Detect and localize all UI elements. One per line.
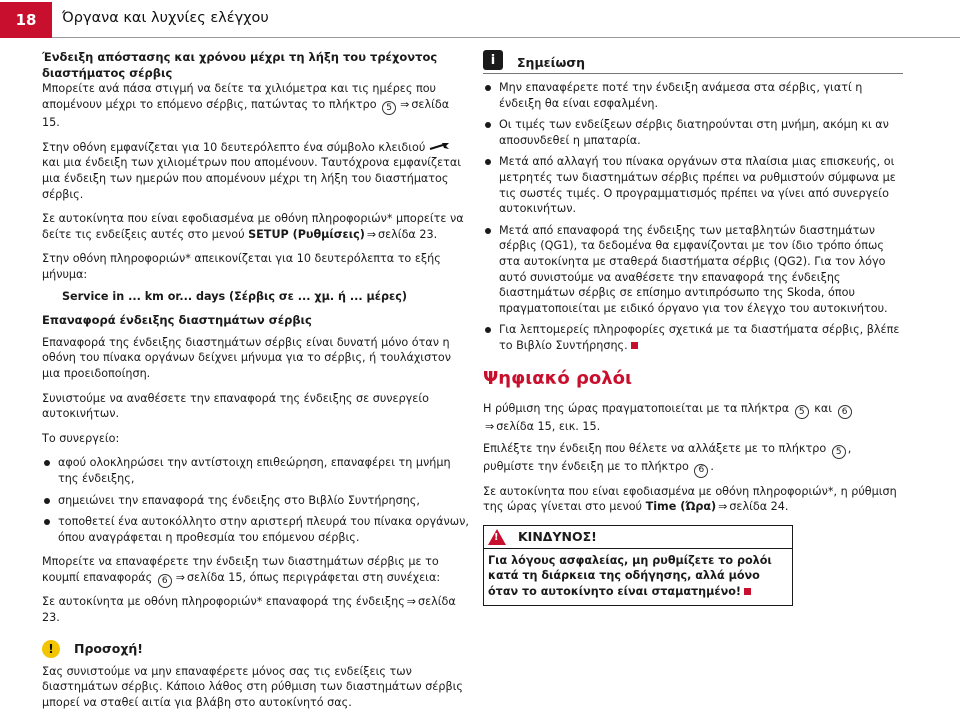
section-title-service-display: Ένδειξη απόστασης και χρόνου μέχρι τη λήξη του τρέχοντος διαστήματος σέρβις	[42, 50, 438, 80]
list-item-text: σημειώνει την επαναφορά της ένδειξης στο Βιβλίο Συντήρησης,	[58, 493, 420, 507]
paragraph	[42, 554, 470, 588]
paragraph: Επαναφορά της ένδειξης διαστημάτων σέρβις είναι δυνατή μόνο όταν η οθόνη του πίνακα οργάνων δείχνει μήνυμα για το σέρβις, ή τουλάχιστον μια προειδοποίηση.	[42, 335, 452, 380]
arrow-icon: ⇒	[175, 570, 185, 584]
header-divider	[52, 37, 960, 38]
note-item	[483, 322, 903, 353]
caution-title: Προσοχή!	[74, 641, 143, 657]
bullet-icon	[485, 159, 491, 165]
text: Σε αυτοκίνητα που είναι εφοδιασμένα με οθόνη πληροφοριών* μπορείτε να δείτε τις ενδείξεις αυτές στο μενού	[42, 212, 464, 241]
paragraph	[483, 484, 903, 515]
menu-name: Time (Ώρα)	[645, 500, 717, 514]
text: Στην οθόνη εμφανίζεται για 10 δευτερόλεπτο ένα σύμβολο κλειδιού	[42, 140, 426, 154]
list-item-text: αφού ολοκληρώσει την αντίστοιχη επιθεώρηση, επαναφέρει τη μνήμη της ένδειξης,	[58, 456, 451, 485]
page-ref: σελίδα 15, όπως περιγράφεται στη συνέχεια:	[186, 570, 441, 584]
bullet-icon	[44, 498, 50, 504]
info-icon: i	[483, 50, 503, 70]
page-number: 18	[0, 2, 52, 38]
note-item	[483, 154, 903, 216]
section-title-clock: Ψηφιακό ρολόι	[483, 367, 633, 389]
note-item-text: Μετά από επαναφορά της ένδειξης των μεταβλητών διαστημάτων σέρβις (QG1), τα δεδομένα θα εμφανίζονται με τον ίδιο τρόπο όπως στα αυτοκίνητα με σταθερά διαστήματα σέρβις (QG2). Για τον λόγο αυτό συνιστούμε να αναθέσετε την επαναφορά της ένδειξης διαστημάτων σέρβις σε επίσημο αντιπρόσωπο της Skoda, όπου πραγματοποιείται με ειδικό όργανο για τον έλεγχο του αυτοκινήτου.	[499, 223, 888, 315]
right-column	[483, 50, 903, 606]
danger-text	[484, 549, 792, 605]
button-ref-5: 5	[382, 101, 396, 115]
arrow-icon: ⇒	[485, 420, 495, 433]
text: Η ρύθμιση της ώρας πραγματοποιείται με τα πλήκτρα	[483, 401, 790, 415]
note-title: Σημείωση	[517, 55, 585, 70]
note-item-text: Μην επαναφέρετε ποτέ την ένδειξη ανάμεσα στα σέρβις, γιατί η ένδειξη θα είναι εσφαλμένη.	[499, 81, 863, 110]
paragraph	[42, 594, 470, 625]
button-ref-6: 6	[158, 574, 172, 588]
text: , ρυθμίστε την ένδειξη με το πλήκτρο	[483, 441, 852, 474]
note-item-text: Οι τιμές των ενδείξεων σέρβις διατηρούνται στη μνήμη, ακόμη κι αν αποσυνδεθεί η μπαταρία.	[499, 118, 889, 147]
chapter-title: Όργανα και λυχνίες ελέγχου	[62, 10, 269, 26]
danger-title: ΚΙΝΔΥΝΟΣ!	[518, 529, 597, 545]
paragraph	[42, 211, 470, 242]
paragraph	[42, 140, 470, 202]
page-ref: σελίδα 23.	[378, 227, 438, 241]
arrow-icon: ⇒	[718, 500, 728, 514]
list-item	[42, 514, 470, 545]
text: Μπορείτε ανά πάσα στιγμή να δείτε τα χιλιόμετρα και τις ημέρες που απομένουν μέχρι το επόμενο σέρβις, πατώντας το πλήκτρο	[42, 82, 437, 111]
list-item	[42, 493, 470, 509]
menu-name: SETUP (Ρυθμίσεις)	[248, 227, 365, 241]
caution-header	[42, 640, 470, 658]
button-ref-5: 5	[795, 405, 809, 419]
note-box	[483, 50, 903, 354]
text: Σε αυτοκίνητα με οθόνη πληροφοριών* επαναφορά της ένδειξης	[42, 595, 405, 609]
note-header	[483, 50, 903, 74]
display-message: Service in ... km or... days (Σέρβις σε ... χμ. ή ... μέρες)	[62, 289, 407, 303]
arrow-icon: ⇒	[366, 227, 377, 241]
bullet-icon	[485, 228, 491, 234]
paragraph: Στην οθόνη πληροφοριών* απεικονίζεται για 10 δευτερόλεπτα το εξής μήνυμα:	[42, 252, 441, 282]
danger-text-content: Για λόγους ασφαλείας, μη ρυθμίζετε το ρολόι κατά τη διάρκεια της οδήγησης, αλλά μόνο όταν το αυτοκίνητο είναι σταματημένο!	[488, 553, 772, 598]
text: Σε αυτοκίνητα που είναι εφοδιασμένα με οθόνη πληροφοριών*, η ρύθμιση της ώρας γίνεται στο μενού	[483, 484, 897, 514]
paragraph	[42, 81, 470, 131]
exclamation-icon: !	[42, 640, 60, 658]
paragraph: Συνιστούμε να αναθέσετε την επαναφορά της ένδειξης σε συνεργείο αυτοκινήτων.	[42, 391, 429, 421]
wrench-icon	[429, 141, 451, 154]
left-column	[42, 50, 470, 710]
end-marker-icon	[631, 342, 638, 349]
bullet-icon	[485, 327, 491, 333]
bullet-icon	[485, 85, 491, 91]
danger-box	[483, 525, 793, 606]
warning-triangle-icon: !	[488, 529, 506, 545]
text: Μπορείτε να επαναφέρετε την ένδειξη των διαστημάτων σέρβις με το κουμπί επαναφοράς	[42, 555, 439, 584]
text: και μια ένδειξη των χιλιομέτρων που απομένουν. Ταυτόχρονα εμφανίζεται μια ένδειξη των ημερών που απομένουν μέχρι τη λήξη του διαστήματος σέρβις.	[42, 156, 462, 201]
paragraph	[483, 401, 903, 435]
button-ref-6: 6	[694, 464, 708, 478]
page-ref: σελίδα 15.	[42, 97, 450, 130]
bullet-icon	[485, 122, 491, 128]
note-item-text: Για λεπτομερείς πληροφορίες σχετικά με τα διαστήματα σέρβις, βλέπε το Βιβλίο Συντήρησης.	[499, 323, 900, 352]
end-marker-icon	[744, 588, 751, 595]
list-item	[42, 455, 470, 486]
arrow-icon: ⇒	[406, 595, 416, 609]
note-item-text: Μετά από αλλαγή του πίνακα οργάνων στα πλαίσια μιας επισκευής, οι μετρητές των διαστημάτων σέρβις πρέπει να ρυθμιστούν σύμφωνα με τις σωστές τιμές. Ο προγραμματισμός πρέπει να γίνει από συνεργείο αυτοκινήτων.	[499, 155, 896, 216]
text: Επιλέξτε την ένδειξη που θέλετε να αλλάξετε με το πλήκτρο	[483, 441, 827, 455]
note-item	[483, 223, 903, 317]
bullet-icon	[44, 460, 50, 466]
section-title-reset: Επαναφορά ένδειξης διαστημάτων σέρβις	[42, 313, 312, 328]
paragraph: Το συνεργείο:	[42, 431, 120, 445]
note-item	[483, 117, 903, 148]
caution-text: Σας συνιστούμε να μην επαναφέρετε μόνος σας τις ενδείξεις των διαστημάτων σέρβις. Κάποιο λάθος στη ρύθμιση των διαστημάτων σέρβις μπορεί να σταθεί αιτία για βλάβη στο αυτοκίνητό σας.	[42, 664, 463, 709]
button-ref-6: 6	[838, 405, 852, 419]
note-item	[483, 80, 903, 111]
page-ref: σελίδα 15, εικ. 15.	[496, 420, 601, 433]
page-ref: σελίδα 24.	[729, 500, 789, 514]
page-ref: σελίδα 23.	[42, 595, 456, 625]
button-ref-5: 5	[832, 445, 846, 459]
page-header	[0, 0, 960, 42]
arrow-icon: ⇒	[400, 97, 410, 111]
bullet-icon	[44, 519, 50, 525]
list-item-text: τοποθετεί ένα αυτοκόλλητο στην αριστερή πλευρά του πίνακα οργάνων, όπου αναγράφεται η προθεσμία του επόμενου σέρβις.	[58, 515, 469, 544]
text: και	[814, 401, 833, 415]
paragraph: Επιλέξτε την ένδειξη που θέλετε να αλλάξετε με το πλήκτρο 5 , ρυθμίστε την ένδειξη με το πλήκτρο 6 .	[483, 441, 903, 478]
danger-header	[484, 526, 792, 549]
